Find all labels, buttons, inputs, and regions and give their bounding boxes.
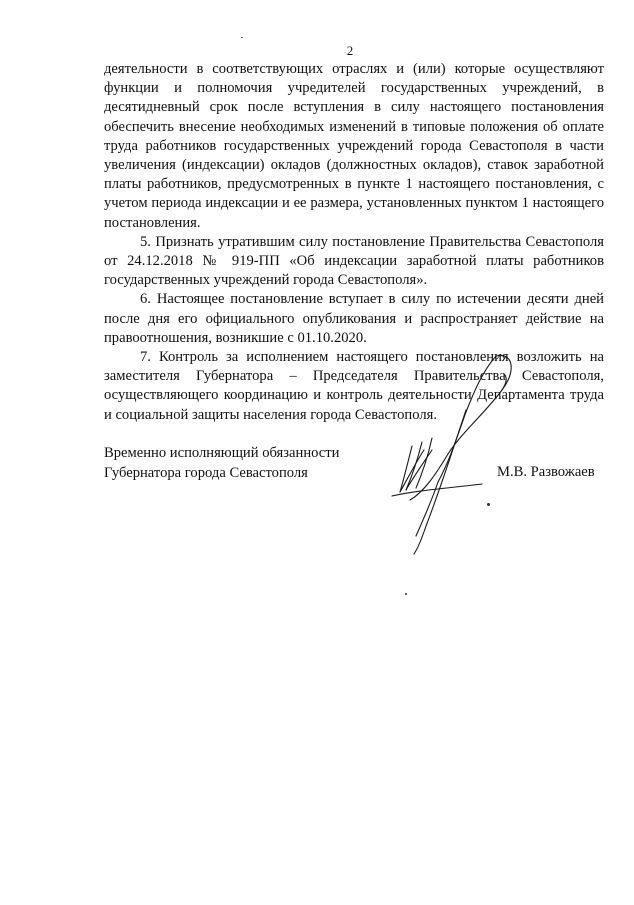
page-number: 2: [346, 43, 354, 58]
scan-speck: [405, 593, 407, 595]
document-body: [104, 60, 604, 425]
handwritten-signature: [378, 350, 518, 560]
scan-speck: [487, 503, 490, 506]
position-line-1: Временно исполняющий обязанности: [104, 445, 340, 461]
paragraph-7: 7. Контроль за исполнением настоящего постановления возложить на заместителя Губернатора – Председателя Правительства Севастополя, осуществляющего координацию и контроль деятельности Департамента труда и социальной защиты населения города Севастополя.: [104, 349, 604, 423]
position-line-2: Губернатора города Севастополя: [104, 464, 308, 481]
paragraph-6: 6. Настоящее постановление вступает в силу по истечении десяти дней после дня его официального опубликования и распространяет действие на правоотношения, возникшие с 01.10.2020.: [104, 291, 604, 346]
paragraph-continuation: деятельности в соответствующих отраслях и (или) которые осуществляют функции и полномочия учредителей государственных учреждений, в десятидневный срок после вступления в силу настоящего постановления обеспечить внесение необходимых изменений в типовые положения об оплате труда работников государственных учреждений города Севастополя в части увеличения (индексации) окладов (должностных окладов), ставок заработной платы работников, предусмотренных в пункте 1 настоящего постановления, с учетом периода индексации и ее размера, установленных пунктом 1 настоящего постановления.: [104, 61, 604, 231]
signer-name: М.В. Развожаев: [497, 464, 595, 480]
scan-speck: [241, 37, 243, 38]
paragraph-5: 5. Признать утратившим силу постановление Правительства Севастополя от 24.12.2018 № 919-ПП «Об индексации заработной платы работников государственных учреждений города Севастополя».: [104, 233, 604, 289]
